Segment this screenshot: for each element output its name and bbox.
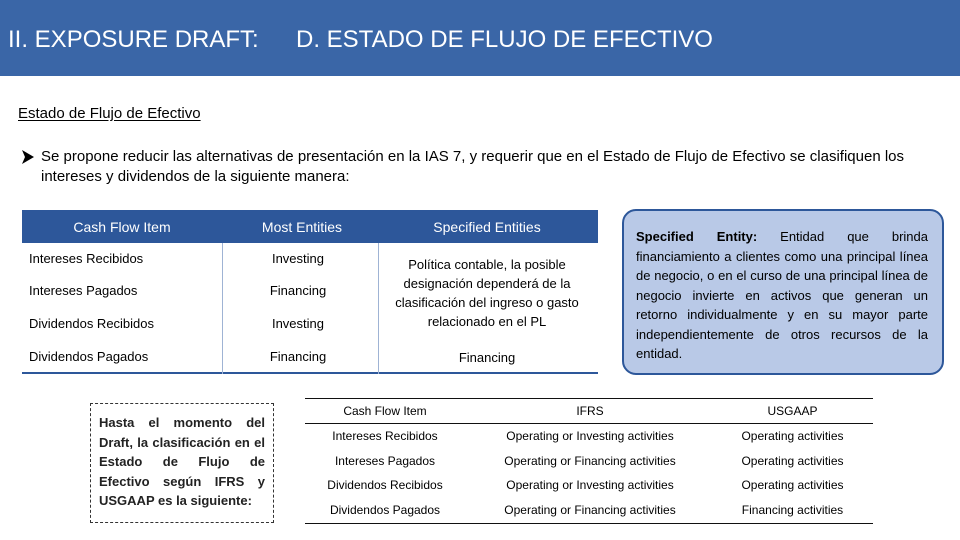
row-usgaap: Financing activities bbox=[741, 503, 844, 517]
section-label: II. EXPOSURE DRAFT: bbox=[8, 26, 259, 53]
callout-text: Entidad que brinda financiamiento a clientes como una principal línea de negocio, o en el curso de una principal línea de negocio invierte en activos que generan un retorno individualmente y en su mayor parte independientemente de otros recursos de la entidad. bbox=[636, 229, 928, 361]
row-ifrs: Operating or Financing activities bbox=[504, 454, 676, 468]
row-item: Intereses Recibidos bbox=[332, 429, 438, 443]
row-usgaap: Operating activities bbox=[741, 429, 844, 443]
header-most-entities: Most Entities bbox=[261, 219, 343, 235]
table-body bbox=[22, 243, 598, 374]
row-most: Investing bbox=[271, 316, 325, 331]
row-most: Investing bbox=[271, 251, 325, 266]
table-rule bbox=[305, 523, 873, 524]
table-row bbox=[22, 308, 378, 340]
header-usgaap: USGAAP bbox=[767, 404, 818, 418]
row-item: Intereses Pagados bbox=[334, 454, 436, 468]
specified-entities-policy: Política contable, la posible designación dependerá de la clasificación del ingreso o gasto relacionado en el PL bbox=[395, 257, 579, 329]
table-rule bbox=[305, 423, 873, 424]
table-row bbox=[22, 275, 378, 307]
row-item: Dividendos Recibidos bbox=[29, 316, 155, 331]
row-ifrs: Operating or Investing activities bbox=[506, 478, 674, 492]
row-item: Intereses Recibidos bbox=[29, 251, 144, 266]
callout-label: Specified Entity: bbox=[636, 229, 758, 244]
arrow-bullet-icon bbox=[22, 147, 34, 170]
specified-entities-last: Financing bbox=[458, 350, 516, 365]
cash-flow-table bbox=[22, 210, 598, 374]
specified-entity-callout bbox=[622, 209, 944, 375]
header-cash-flow-item: Cash Flow Item bbox=[343, 404, 427, 418]
table-rule bbox=[305, 398, 873, 399]
bullet-text: Se propone reducir las alternativas de presentación en la IAS 7, y requerir que en el Estado de Flujo de Efectivo se clasifiquen los intereses y dividendos de la siguiente manera: bbox=[41, 148, 905, 185]
header-ifrs: IFRS bbox=[576, 404, 604, 418]
table-row bbox=[22, 243, 378, 275]
title-bar bbox=[0, 0, 960, 76]
row-ifrs: Operating or Financing activities bbox=[504, 503, 676, 517]
row-item: Dividendos Recibidos bbox=[327, 478, 443, 492]
table-header bbox=[22, 210, 598, 243]
row-usgaap: Operating activities bbox=[741, 478, 844, 492]
row-item: Intereses Pagados bbox=[29, 283, 138, 298]
row-usgaap: Operating activities bbox=[741, 454, 844, 468]
row-most: Financing bbox=[269, 349, 327, 364]
header-specified-entities: Specified Entities bbox=[433, 219, 541, 235]
table-row bbox=[22, 341, 378, 373]
header-cash-flow-item: Cash Flow Item bbox=[73, 219, 171, 235]
ifrs-usgaap-table bbox=[305, 398, 873, 524]
row-ifrs: Operating or Investing activities bbox=[506, 429, 674, 443]
row-item: Dividendos Pagados bbox=[329, 503, 441, 517]
subtitle: Estado de Flujo de Efectivo bbox=[18, 105, 201, 122]
note-box: Hasta el momento del Draft, la clasificación en el Estado de Flujo de Efectivo según IFRS y USGAAP es la siguiente: bbox=[90, 403, 274, 523]
row-item: Dividendos Pagados bbox=[29, 349, 149, 364]
row-most: Financing bbox=[269, 283, 327, 298]
page-title: D. ESTADO DE FLUJO DE EFECTIVO bbox=[296, 26, 713, 53]
